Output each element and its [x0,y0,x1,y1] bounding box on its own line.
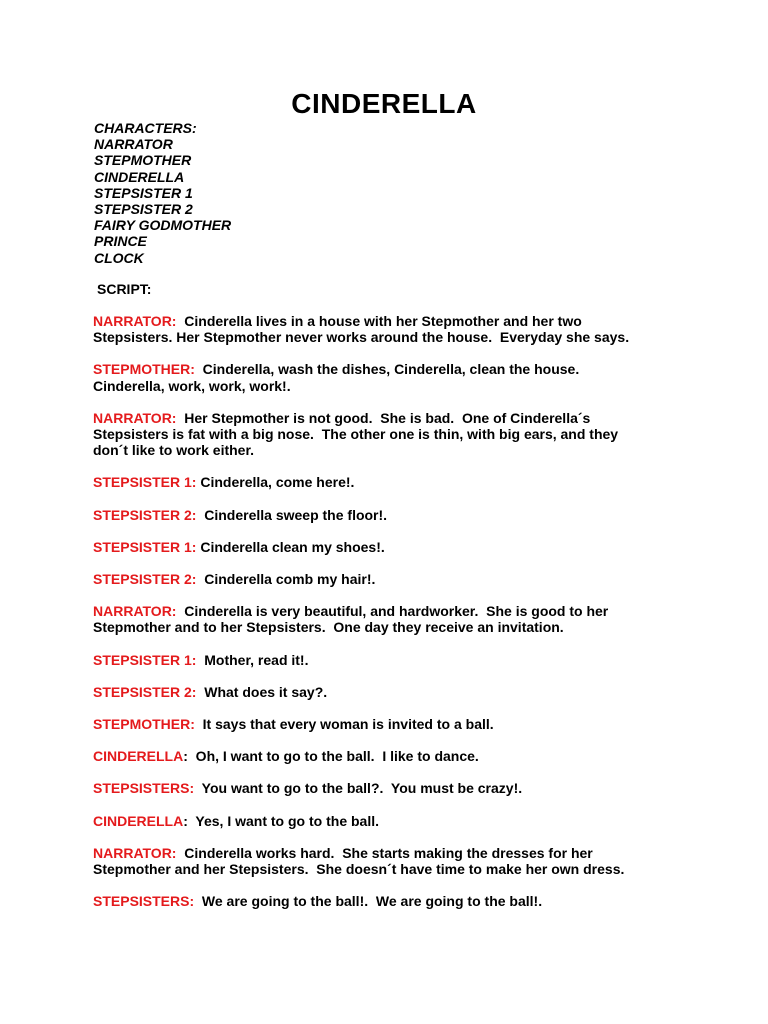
line-text: Cinderella is very beautiful, and hardworker. She is good to her Stepmother and to her Stepsisters. One day they receive an invitation. [93,603,609,636]
script-line [93,684,693,700]
script-line [93,474,693,490]
line-text: Cinderella comb my hair!. [196,571,376,588]
character-item: STEPSISTER 1 [94,184,193,201]
line-text: : Yes, I want to go to the ball. [183,812,379,829]
character-item: FAIRY GODMOTHER [94,217,232,234]
line-text: You want to go to the ball?. You must be crazy!. [194,780,523,797]
line-text: It says that every woman is invited to a ball. [194,716,494,733]
speaker-name: NARRATOR: [93,409,177,426]
character-item: STEPMOTHER [94,152,192,169]
characters-list [94,120,231,266]
speaker-name: STEPSISTER 2: [93,683,197,700]
script-lines [93,313,693,925]
line-text: Her Stepmother is not good. She is bad. One of Cinderella´s Stepsisters is fat with a big nose. The other one is thin, with big ears, and they don´t like to work either. [93,409,619,459]
script-line [93,571,693,587]
script-line [93,780,693,796]
speaker-name: STEPSISTER 2: [93,571,197,588]
speaker-name: STEPMOTHER: [93,361,195,378]
speaker-name: NARRATOR: [93,603,177,620]
line-text: Cinderella sweep the floor!. [196,506,388,523]
script-line [93,410,693,459]
script-line [93,716,693,732]
speaker-name: STEPSISTER 1: [93,474,197,491]
characters-heading: CHARACTERS: [94,120,197,136]
speaker-name: STEPSISTER 2: [93,506,197,523]
line-text: Cinderella works hard. She starts making the dresses for her Stepmother and her Stepsisters. She doesn´t have time to make her own dress. [93,844,625,878]
script-line [93,748,693,764]
character-item: STEPSISTER 2 [94,201,193,218]
character-item: PRINCE [94,233,147,250]
speaker-name: STEPSISTER 1: [93,651,197,668]
script-line [93,361,693,393]
line-text: Cinderella clean my shoes!. [196,538,385,555]
line-text: : Oh, I want to go to the ball. I like to dance. [183,748,479,765]
script-line [93,603,693,635]
script-line [93,507,693,523]
line-text: Cinderella lives in a house with her Stepmother and her two Stepsisters. Her Stepmother never works around the house. Everyday she says. [93,313,630,346]
script-line [93,539,693,555]
script-label: SCRIPT: [97,281,152,297]
speaker-name: STEPSISTERS: [93,780,195,797]
page-title: CINDERELLA [291,88,477,119]
speaker-name: CINDERELLA [93,812,184,829]
speaker-name: CINDERELLA [93,748,184,765]
line-text: Cinderella, wash the dishes, Cinderella, clean the house. Cinderella, work, work, work!. [93,361,580,394]
line-text: Mother, read it!. [196,651,309,668]
character-item: CINDERELLA [94,168,185,185]
speaker-name: NARRATOR: [93,313,177,329]
speaker-name: STEPMOTHER: [93,716,195,733]
script-line [93,813,693,829]
script-line [93,652,693,668]
script-line [93,893,693,909]
character-item: CLOCK [94,249,144,266]
line-text: We are going to the ball!. We are going to the ball!. [194,893,543,910]
character-item: NARRATOR [94,136,173,153]
speaker-name: NARRATOR: [93,844,177,861]
line-text: What does it say?. [196,683,328,700]
speaker-name: STEPSISTERS: [93,893,195,910]
line-text: Cinderella, come here!. [196,474,355,491]
script-line [93,845,693,877]
script-line [93,313,693,345]
speaker-name: STEPSISTER 1: [93,538,197,555]
